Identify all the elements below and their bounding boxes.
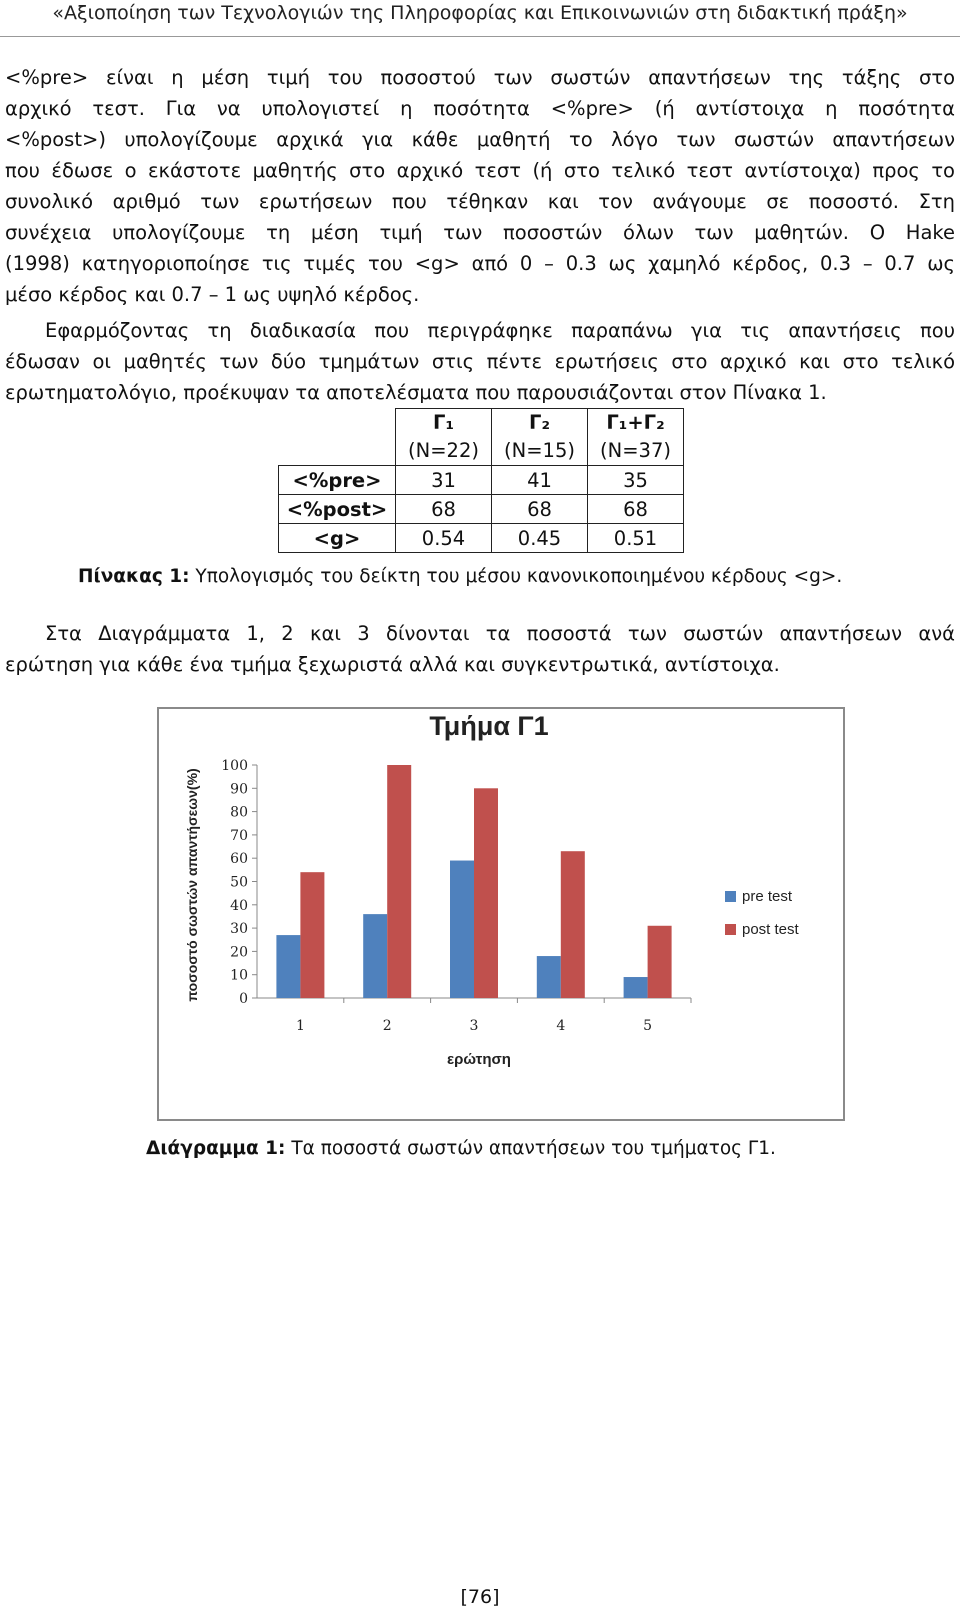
table-row	[279, 466, 684, 495]
table-cell: 68	[396, 495, 492, 524]
paragraph-3	[5, 618, 955, 680]
table-column-header	[588, 409, 684, 466]
legend-label: post test	[742, 921, 799, 938]
column-n: (N=22)	[408, 439, 479, 462]
paragraph-line: <%pre> είναι η μέση τιμή του ποσοστού των σωστών απαντήσεων της τάξης στο	[5, 66, 955, 89]
table-caption-text: Υπολογισμός του δείκτη του μέσου κανονικοποιημένου κέρδους <g>.	[189, 566, 843, 587]
paragraph-line: Εφαρμόζοντας τη διαδικασία που περιγράφηκε παραπάνω για τις απαντήσεις που	[45, 319, 955, 342]
column-name: Γ₁+Γ₂	[606, 411, 665, 434]
y-axis-label: ποσοστό σωστών απαντήσεων(%)	[184, 768, 200, 1002]
column-name: Γ₂	[529, 411, 550, 434]
x-axis-label: ερώτηση	[447, 1051, 511, 1068]
chart-title: Τμήμα Γ1	[429, 711, 549, 741]
y-tick-label: 30	[230, 921, 248, 938]
table-caption-label: Πίνακας 1:	[78, 566, 190, 587]
paragraph-1	[5, 62, 955, 310]
x-tick-label: 2	[382, 1018, 392, 1034]
y-tick-label: 20	[230, 944, 248, 961]
bar-pre-test	[537, 956, 561, 998]
results-table	[278, 408, 684, 553]
chart-caption-label: Διάγραμμα 1:	[146, 1138, 286, 1159]
table-cell: 0.54	[396, 524, 492, 553]
bar-post-test	[387, 765, 411, 998]
bar-post-test	[561, 851, 585, 998]
paragraph-line: <%post>) υπολογίζουμε αρχικά για κάθε μαθητή το λόγο των σωστών απαντήσεων	[5, 128, 955, 151]
y-tick-label: 0	[239, 991, 248, 1007]
paragraph-line: (1998) κατηγοριοποίησε τις τιμές του <g> από 0 – 0.3 ως χαμηλό κέρδος, 0.3 – 0.7 ως	[5, 252, 955, 275]
paragraph-line: έδωσαν οι μαθητές των δύο τμημάτων στις πέντε ερωτήσεις στο αρχικό και στο τελικό	[5, 350, 955, 373]
bar-post-test	[300, 872, 324, 998]
row-label: <g>	[279, 524, 396, 553]
paragraph-line: ερωτηματολόγιο, προέκυψαν τα αποτελέσματα που παρουσιάζονται στον Πίνακα 1.	[5, 381, 827, 404]
paragraph-line: αρχικό τεστ. Για να υπολογιστεί η ποσότητα <%pre> (ή αντίστοιχα η ποσότητα	[5, 97, 955, 120]
running-header: «Αξιοποίηση των Τεχνολογιών της Πληροφορίας και Επικοινωνιών στη διδακτική πράξη»	[52, 2, 908, 24]
row-label: <%pre>	[279, 466, 396, 495]
paragraph-line: συνολικό αριθμό των ερωτήσεων που τέθηκαν και τον ανάγουμε σε ποσοστό. Στη	[5, 190, 955, 213]
x-tick-label: 3	[469, 1018, 479, 1034]
paragraph-line: που έδωσε ο εκάστοτε μαθητής στο αρχικό τεστ (ή στο τελικό τεστ αντίστοιχα) προς το	[5, 159, 955, 182]
table-row	[279, 524, 684, 553]
x-tick-label: 5	[643, 1018, 653, 1034]
table-cell: 0.51	[588, 524, 684, 553]
table-cell: 31	[396, 466, 492, 495]
x-tick-label: 1	[295, 1018, 305, 1034]
y-tick-label: 100	[221, 758, 248, 774]
y-tick-label: 90	[230, 781, 248, 798]
y-tick-label: 10	[230, 967, 248, 984]
chart-frame	[157, 707, 845, 1121]
y-tick-label: 80	[230, 804, 248, 821]
x-tick-label: 4	[556, 1018, 566, 1034]
y-tick-label: 60	[230, 851, 248, 868]
row-label: <%post>	[279, 495, 396, 524]
legend-swatch	[725, 891, 736, 902]
paragraph-2	[5, 315, 955, 408]
table-row	[279, 495, 684, 524]
table-header-row	[279, 409, 684, 466]
bar-post-test	[648, 926, 672, 998]
bar-pre-test	[363, 914, 387, 998]
table-cell: 41	[492, 466, 588, 495]
table-cell: 35	[588, 466, 684, 495]
chart-caption	[146, 1138, 776, 1159]
legend-swatch	[725, 924, 736, 935]
chart-caption-text: Τα ποσοστά σωστών απαντήσεων του τμήματος Γ1.	[285, 1138, 776, 1159]
page-number: [76]	[460, 1586, 500, 1608]
paragraph-line: συνέχεια υπολογίζουμε τη μέση τιμή των ποσοστών όλων των μαθητών. Ο Hake	[5, 221, 955, 244]
bar-post-test	[474, 788, 498, 998]
bar-pre-test	[276, 935, 300, 998]
y-tick-label: 50	[230, 874, 248, 891]
header-rule	[0, 36, 960, 37]
table-column-header	[492, 409, 588, 466]
table-caption	[78, 566, 842, 587]
table-corner	[279, 409, 396, 466]
bar-pre-test	[450, 861, 474, 998]
column-n: (N=37)	[600, 439, 671, 462]
paragraph-line: μέσο κέρδος και 0.7 – 1 ως υψηλό κέρδος.	[5, 283, 420, 306]
paragraph-line: ερώτηση για κάθε ένα τμήμα ξεχωριστά αλλά και συγκεντρωτικά, αντίστοιχα.	[5, 653, 780, 676]
legend-label: pre test	[742, 888, 793, 905]
y-tick-label: 40	[230, 897, 248, 914]
table-cell: 0.45	[492, 524, 588, 553]
column-name: Γ₁	[433, 411, 454, 434]
table-cell: 68	[588, 495, 684, 524]
table-cell: 68	[492, 495, 588, 524]
paragraph-line: Στα Διαγράμματα 1, 2 και 3 δίνονται τα ποσοστά των σωστών απαντήσεων ανά	[45, 622, 955, 645]
y-tick-label: 70	[230, 827, 248, 844]
column-n: (N=15)	[504, 439, 575, 462]
bar-pre-test	[624, 977, 648, 998]
bar-chart	[159, 709, 843, 1119]
table-column-header	[396, 409, 492, 466]
